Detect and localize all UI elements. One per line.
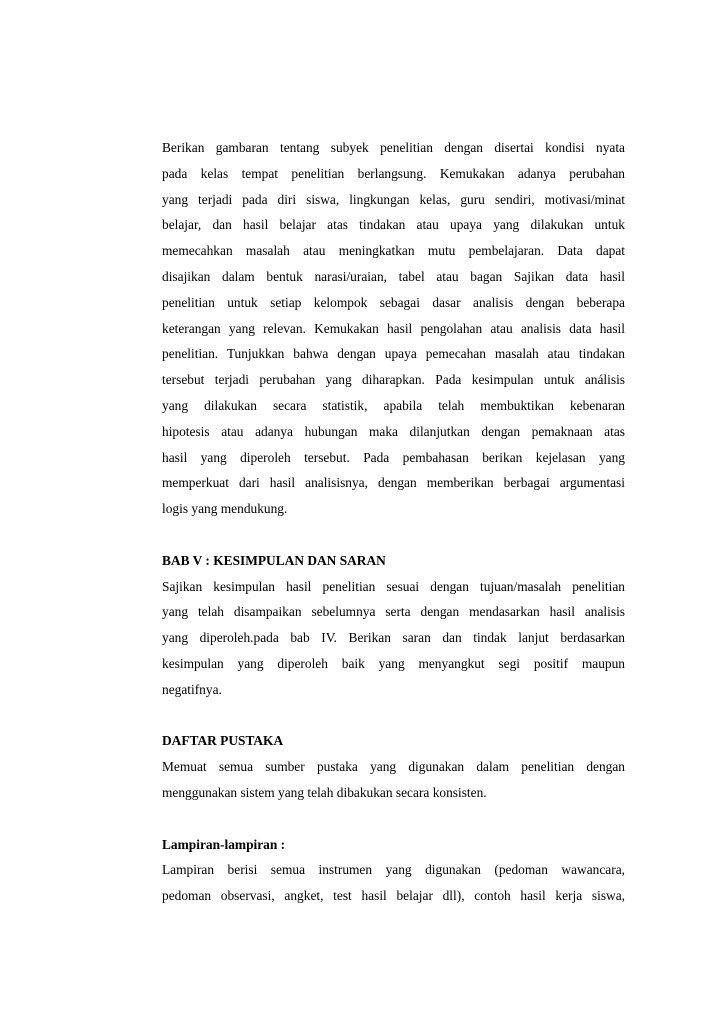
text-line: pedoman observasi, angket, test hasil belajar dll), contoh hasil kerja siswa,	[162, 888, 625, 904]
text-line: kesimpulan yang diperoleh baik yang menyangkut segi positif maupun	[162, 655, 625, 671]
text-line: keterangan yang relevan. Kemukakan hasil pengolahan atau analisis data hasil	[162, 320, 625, 336]
paragraph-daftar-pustaka	[162, 754, 625, 806]
text-line: Memuat semua sumber pustaka yang digunakan dalam penelitian dengan	[162, 759, 625, 775]
heading-lampiran: Lampiran-lampiran :	[162, 836, 286, 852]
text-line: penelitian untuk setiap kelompok sebagai dasar analisis dengan beberapa	[162, 294, 625, 310]
paragraph-bab-v	[162, 574, 625, 703]
text-line: Berikan gambaran tentang subyek penelitian dengan disertai kondisi nyata	[162, 140, 625, 155]
paragraph-lampiran	[162, 857, 625, 909]
text-line: hipotesis atau adanya hubungan maka dilanjutkan dengan pemaknaan atas	[162, 423, 625, 439]
text-line: memecahkan masalah atau meningkatkan mutu pembelajaran. Data dapat	[162, 243, 625, 259]
text-line: yang telah disampaikan sebelumnya serta dengan mendasarkan hasil analisis	[162, 604, 625, 620]
section-gap	[162, 806, 625, 832]
text-line: yang diperoleh.pada bab IV. Berikan saran dan tindak lanjut berdasarkan	[162, 630, 625, 646]
heading-bab-v: BAB V : KESIMPULAN DAN SARAN	[162, 552, 386, 568]
text-line: menggunakan sistem yang telah dibakukan secara konsisten.	[162, 784, 487, 800]
heading-daftar-pustaka: DAFTAR PUSTAKA	[162, 733, 284, 749]
section-gap	[162, 522, 625, 548]
text-line: penelitian. Tunjukkan bahwa dengan upaya pemecahan masalah atau tindakan	[162, 346, 625, 362]
text-line: yang terjadi pada diri siswa, lingkungan kelas, guru sendiri, motivasi/minat	[162, 191, 625, 207]
document-body	[162, 135, 625, 909]
text-line: Lampiran berisi semua instrumen yang digunakan (pedoman wawancara,	[162, 862, 625, 878]
text-line: pada kelas tempat penelitian berlangsung. Kemukakan adanya perubahan	[162, 165, 625, 181]
text-line: memperkuat dari hasil analisisnya, dengan memberikan berbagai argumentasi	[162, 475, 625, 491]
section-gap	[162, 703, 625, 729]
paragraph-intro	[162, 135, 625, 522]
text-line: Sajikan kesimpulan hasil penelitian sesuai dengan tujuan/masalah penelitian	[162, 578, 625, 594]
text-line: logis yang mendukung.	[162, 501, 288, 517]
text-line: negatifnya.	[162, 681, 222, 697]
text-line: disajikan dalam bentuk narasi/uraian, tabel atau bagan Sajikan data hasil	[162, 268, 625, 284]
text-line: yang dilakukan secara statistik, apabila telah membuktikan kebenaran	[162, 397, 625, 413]
text-line: belajar, dan hasil belajar atas tindakan atau upaya yang dilakukan untuk	[162, 217, 625, 233]
text-line: tersebut terjadi perubahan yang diharapkan. Pada kesimpulan untuk análisis	[162, 372, 625, 388]
text-line: hasil yang diperoleh tersebut. Pada pembahasan berikan kejelasan yang	[162, 449, 625, 465]
